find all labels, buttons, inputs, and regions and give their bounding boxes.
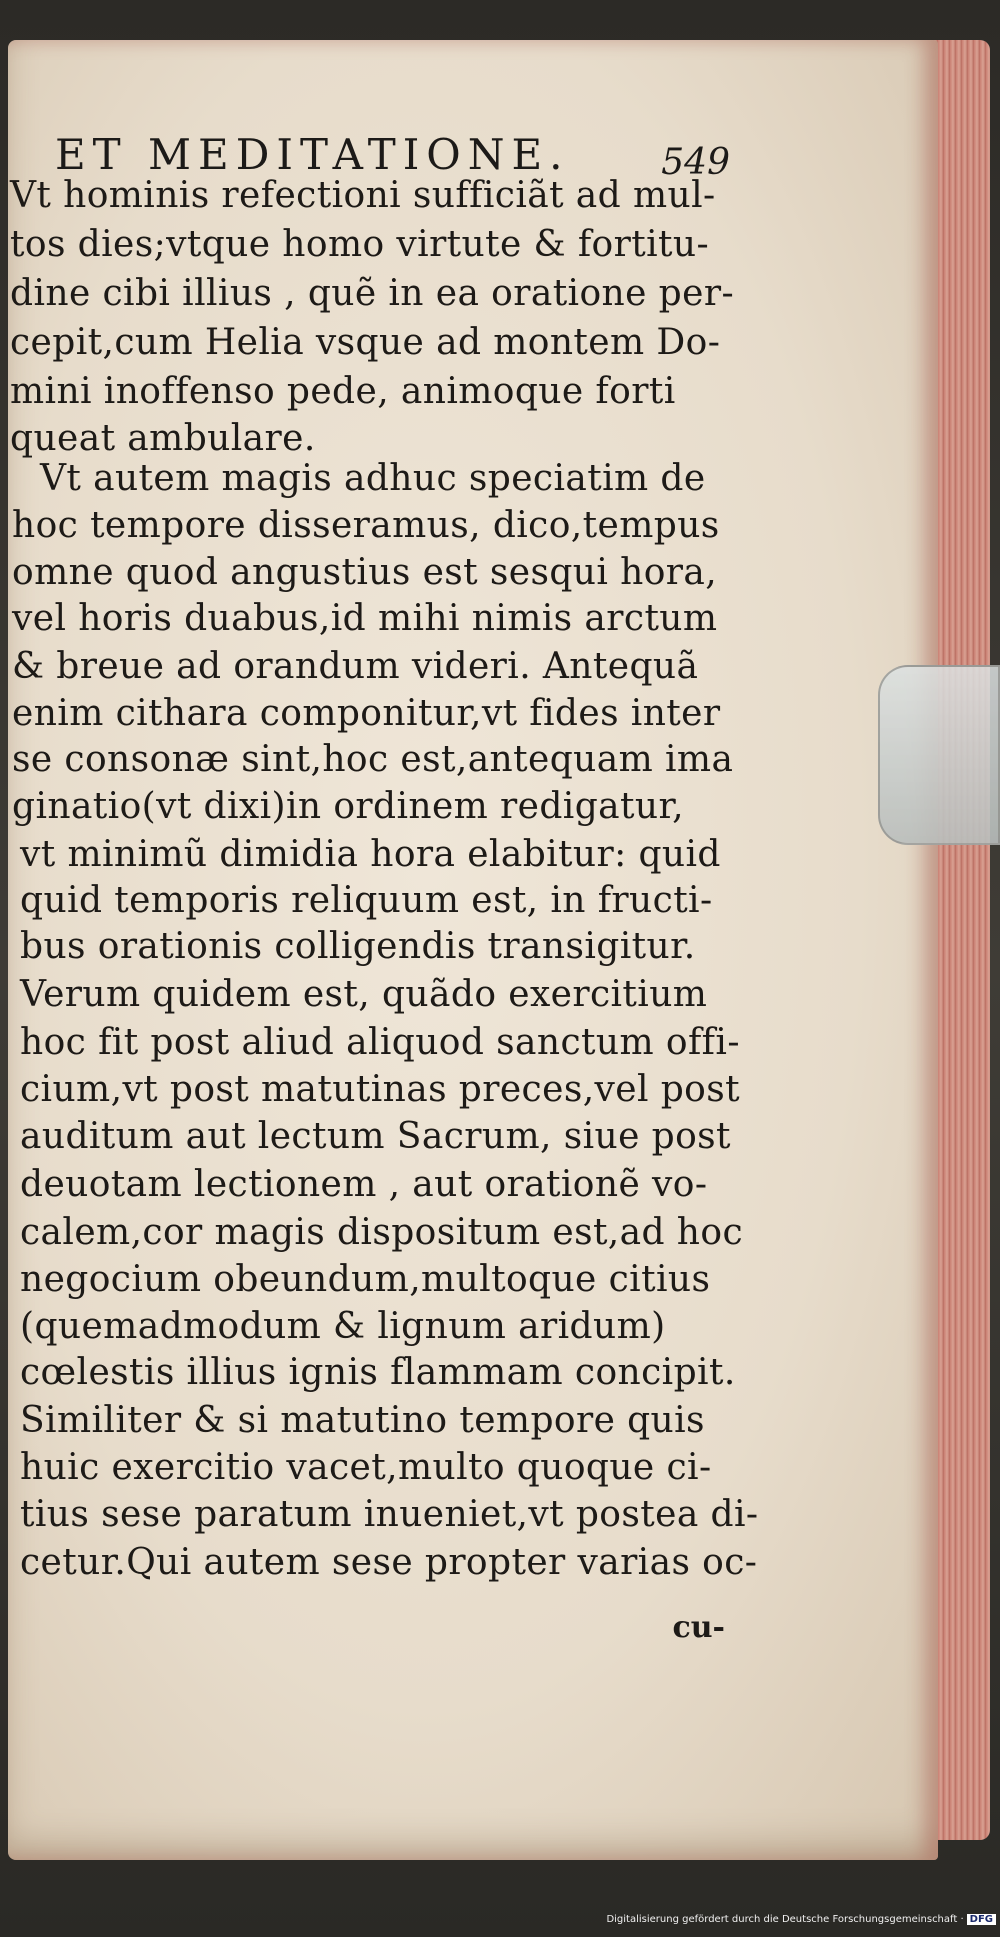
text-line: hoc tempore disseramus, dico,tempus: [12, 505, 720, 546]
text-line: quid temporis reliquum est, in fructi-: [20, 880, 713, 921]
running-title: ET MEDITATIONE.: [55, 130, 570, 179]
page-clip: [878, 665, 1000, 845]
text-line: cœlestis illius ignis flammam concipit.: [20, 1352, 736, 1393]
text-line: Vt autem magis adhuc speciatim de: [40, 458, 706, 499]
text-line: tos dies;vtque homo virtute & fortitu-: [10, 224, 710, 265]
text-line: huic exercitio vacet,multo quoque ci-: [20, 1447, 712, 1488]
text-line: vel horis duabus,id mihi nimis arctum: [12, 598, 718, 639]
text-line: vt minimũ dimidia hora elabitur: quid: [20, 834, 721, 875]
text-line: enim cithara componitur,vt fides inter: [12, 693, 721, 734]
text-line: mini inoffenso pede, animoque forti: [10, 371, 676, 412]
text-line: cium,vt post matutinas preces,vel post: [20, 1069, 740, 1110]
text-line: (quemadmodum & lignum aridum): [20, 1306, 666, 1347]
text-line: cepit,cum Helia vsque ad montem Do-: [10, 322, 721, 363]
text-line: ginatio(vt dixi)in ordinem redigatur,: [12, 786, 684, 827]
text-line: omne quod angustius est sesqui hora,: [12, 552, 718, 593]
text-line: & breue ad orandum videri. Antequã: [12, 646, 699, 687]
text-line: hoc fit post aliud aliquod sanctum offi-: [20, 1022, 740, 1063]
text-line: negocium obeundum,multoque citius: [20, 1259, 711, 1300]
text-line: se consonæ sint,hoc est,antequam ima: [12, 739, 734, 780]
page-number: 549: [661, 142, 730, 183]
text-line: cetur.Qui autem sese propter varias oc-: [20, 1542, 758, 1583]
text-line: deuotam lectionem , aut orationẽ vo-: [20, 1164, 708, 1205]
dfg-logo: DFG: [967, 1914, 996, 1925]
text-line: queat ambulare.: [10, 418, 316, 459]
digitization-credit: [560, 1914, 996, 1925]
text-line: dine cibi illius , quẽ in ea oratione per-: [10, 273, 735, 314]
credit-text: Digitalisierung gefördert durch die Deutsche Forschungsgemeinschaft ·: [606, 1914, 964, 1925]
text-line: tius sese paratum inueniet,vt postea di-: [20, 1494, 759, 1535]
text-line: auditum aut lectum Sacrum, siue post: [20, 1116, 731, 1157]
catchword: cu-: [672, 1610, 725, 1645]
text-line: Similiter & si matutino tempore quis: [20, 1400, 705, 1441]
text-line: Verum quidem est, quãdo exercitium: [20, 974, 708, 1015]
text-line: calem,cor magis dispositum est,ad hoc: [20, 1212, 744, 1253]
text-line: Vt hominis refectioni sufficiãt ad mul-: [10, 175, 716, 216]
text-line: bus orationis colligendis transigitur.: [20, 926, 696, 967]
